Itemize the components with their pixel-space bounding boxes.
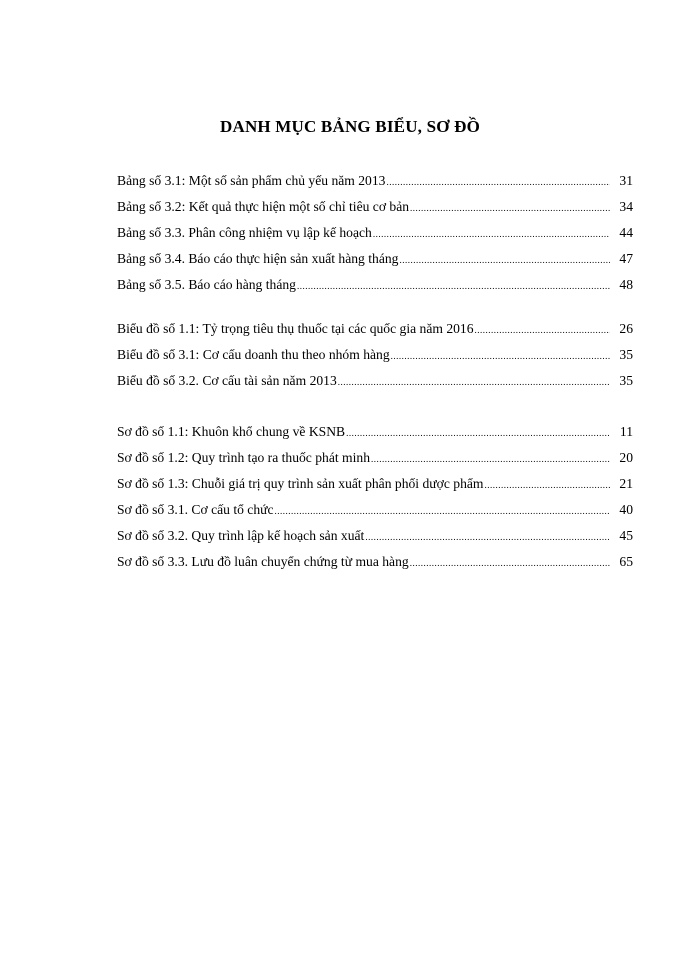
toc-entry-label: Bảng số 3.5. Báo cáo hàng tháng [117, 277, 296, 292]
toc-entry-page: 40 [619, 502, 633, 517]
toc-entry-label: Biểu đồ số 3.1: Cơ cấu doanh thu theo nhóm hàng [117, 347, 390, 362]
toc-entry-page: 48 [619, 277, 633, 292]
dot-leader [475, 325, 610, 335]
toc-entry-page: 35 [619, 347, 633, 362]
toc-entry-label: Bảng số 3.3. Phân công nhiệm vụ lập kế hoạch [117, 225, 372, 240]
toc-entry[interactable] [117, 424, 633, 450]
chart-list [117, 321, 633, 399]
toc-entry[interactable] [117, 554, 633, 580]
toc-entry-label: Biểu đồ số 3.2. Cơ cấu tài sản năm 2013 [117, 373, 337, 388]
toc-entry-page: 34 [619, 199, 633, 214]
table-list [117, 173, 633, 303]
toc-entry[interactable] [117, 173, 633, 199]
dot-leader [371, 454, 610, 464]
toc-entry-label: Sơ đồ số 3.3. Lưu đồ luân chuyển chứng từ mua hàng [117, 554, 409, 569]
toc-entry-label: Bảng số 3.4. Báo cáo thực hiện sản xuất hàng tháng [117, 251, 399, 266]
dot-leader [410, 558, 610, 568]
toc-entry-page: 65 [619, 554, 633, 569]
toc-entry[interactable] [117, 321, 633, 347]
toc-entry[interactable] [117, 373, 633, 399]
toc-entry[interactable] [117, 199, 633, 225]
dot-leader [338, 377, 610, 387]
toc-entry-page: 11 [619, 424, 633, 439]
dot-leader [391, 351, 610, 361]
dot-leader [484, 480, 610, 490]
toc-entry[interactable] [117, 277, 633, 303]
toc-entry-label: Bảng số 3.2: Kết quả thực hiện một số chỉ tiêu cơ bản [117, 199, 410, 214]
toc-entry[interactable] [117, 225, 633, 251]
dot-leader [410, 203, 610, 213]
toc-entry-page: 21 [619, 476, 633, 491]
dot-leader [386, 177, 610, 187]
dot-leader [399, 255, 610, 265]
toc-entry[interactable] [117, 347, 633, 373]
dot-leader [275, 506, 610, 516]
toc-entry-page: 44 [619, 225, 633, 240]
dot-leader [297, 281, 610, 291]
toc-entry-page: 45 [619, 528, 633, 543]
toc-entry-page: 31 [619, 173, 633, 188]
page-title: DANH MỤC BẢNG BIỂU, SƠ ĐỒ [219, 117, 481, 136]
dot-leader [365, 532, 610, 542]
toc-entry-label: Biểu đồ số 1.1: Tỷ trọng tiêu thụ thuốc tại các quốc gia năm 2016 [117, 321, 474, 336]
toc-entry-page: 47 [619, 251, 633, 266]
toc-entry[interactable] [117, 251, 633, 277]
dot-leader [346, 428, 610, 438]
toc-entry-label: Sơ đồ số 1.1: Khuôn khổ chung về KSNB [117, 424, 346, 439]
toc-entry[interactable] [117, 528, 633, 554]
toc-entry[interactable] [117, 502, 633, 528]
toc-entry-page: 20 [619, 450, 633, 465]
toc-entry-label: Sơ đồ số 3.2. Quy trình lập kế hoạch sản xuất [117, 528, 365, 543]
toc-entry-label: Bảng số 3.1: Một số sản phẩm chủ yếu năm 2013 [117, 173, 386, 188]
toc-entry[interactable] [117, 450, 633, 476]
toc-entry-page: 35 [619, 373, 633, 388]
toc-entry[interactable] [117, 476, 633, 502]
toc-entry-label: Sơ đồ số 1.3: Chuỗi giá trị quy trình sản xuất phân phối dược phẩm [117, 476, 484, 491]
diagram-list [117, 424, 633, 580]
toc-entry-page: 26 [619, 321, 633, 336]
toc-entry-label: Sơ đồ số 3.1. Cơ cấu tổ chức [117, 502, 274, 517]
dot-leader [373, 229, 610, 239]
toc-entry-label: Sơ đồ số 1.2: Quy trình tạo ra thuốc phát minh [117, 450, 370, 465]
